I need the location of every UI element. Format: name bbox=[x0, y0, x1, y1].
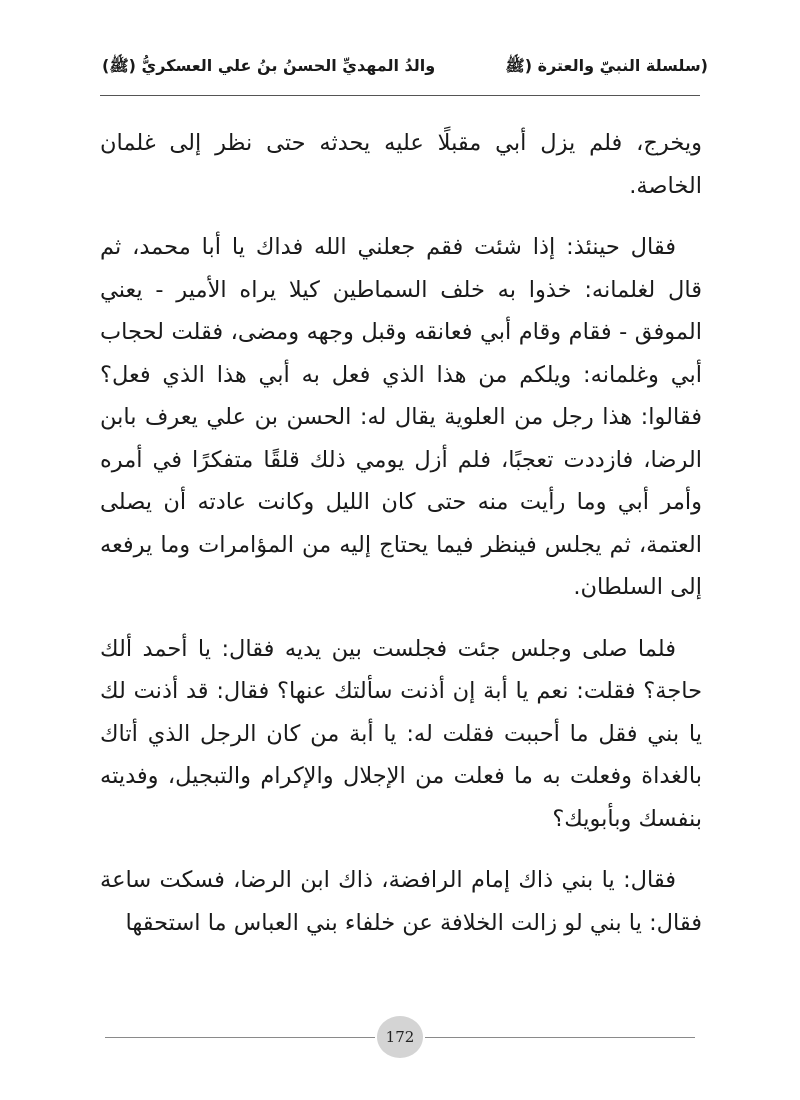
book-title: والدُ المهديِّ الحسنُ بنُ علي العسكريُّ (ﷺ) bbox=[102, 56, 436, 75]
footer-divider-right bbox=[425, 1037, 695, 1038]
paragraph: فقال: يا بني ذاك إمام الرافضة، ذاك ابن الرضا، فسكت ساعة فقال: يا بني لو زالت الخلافة عن خلفاء بني العباس ما استحقها bbox=[100, 867, 702, 936]
page-header bbox=[0, 0, 800, 100]
main-text bbox=[100, 122, 702, 963]
paragraph: فلما صلى وجلس جئت فجلست بين يديه فقال: يا أحمد ألك حاجة؟ فقلت: نعم يا أبة إن أذنت سألتك عنها؟ فقال: قد أذنت لك يا بني فقل ما أحببت فقلت له: يا أبة من كان الرجل الذي أتاك بالغداة وفعلت به ما فعلت من الإجلال والإكرام والتبجيل، وفديته بنفسك وبأبويك؟ bbox=[100, 635, 702, 832]
series-title: (سلسلة النبيّ والعترة (ﷺ bbox=[505, 56, 708, 75]
paragraph-continued: ويخرج، فلم يزل أبي مقبلًا عليه يحدثه حتى نظر إلى غلمان الخاصة. bbox=[100, 130, 702, 199]
footer-divider-left bbox=[105, 1037, 375, 1038]
header-divider bbox=[100, 95, 700, 96]
page-number: 172 bbox=[377, 1016, 423, 1058]
paragraph: فقال حينئذ: إذا شئت فقم جعلني الله فداك يا أبا محمد، ثم قال لغلمانه: خذوا به خلف السماطين كيلا يراه الأمير - يعني الموفق - فقام وقام أبي فعانقه وقبل وجهه ومضى، فقلت لحجاب أبي وغلمانه: ويلكم من هذا الذي فعل به أبي هذا الذي فعل؟ فقالوا: هذا رجل من العلوية يقال له: الحسن بن علي يعرف بابن الرضا، فازددت تعجبًا، فلم أزل يومي ذلك قلقًا متفكرًا في أمره وأمر أبي وما رأيت منه حتى كان الليل وكانت عادته أن يصلى العتمة، ثم يجلس فينظر فيما يحتاج إليه من المؤامرات وما يرفعه إلى السلطان. bbox=[100, 234, 702, 600]
